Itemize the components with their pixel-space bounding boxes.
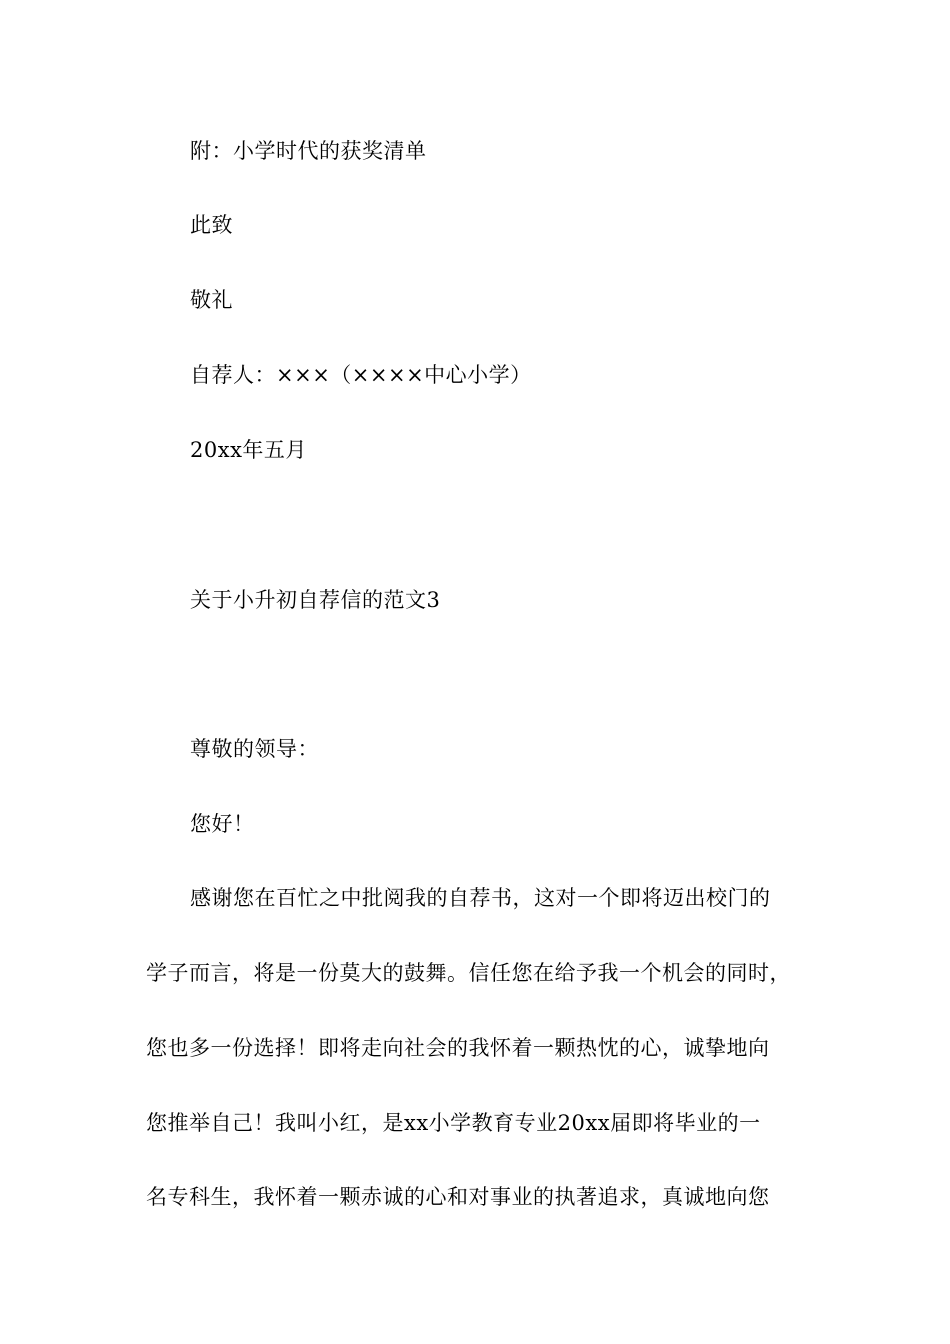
paragraph-line: 感谢您在百忙之中批阅我的自荐书，这对一个即将迈出校门的 (190, 886, 771, 910)
letter-greeting: 尊敬的领导： (190, 737, 319, 761)
date-line: 20xx年五月 (190, 438, 307, 462)
paragraph-line: 您也多一份选择！即将走向社会的我怀着一颗热忱的心，诚挚地向 (146, 1036, 770, 1060)
section-title: 关于小升初自荐信的范文3 (190, 588, 441, 612)
closing-salutation-1: 此致 (190, 213, 233, 237)
signer-line: 自荐人：×××（××××中心小学） (190, 363, 532, 387)
paragraph-line: 您推举自己！我叫小红，是xx小学教育专业20xx届即将毕业的一 (146, 1111, 761, 1135)
letter-hello: 您好！ (190, 812, 255, 836)
paragraph-line: 学子而言，将是一份莫大的鼓舞。信任您在给予我一个机会的同时， (146, 961, 791, 985)
closing-salutation-2: 敬礼 (190, 288, 233, 312)
paragraph-line: 名专科生，我怀着一颗赤诚的心和对事业的执著追求，真诚地向您 (146, 1185, 770, 1209)
attachment-note: 附：小学时代的获奖清单 (190, 139, 427, 163)
